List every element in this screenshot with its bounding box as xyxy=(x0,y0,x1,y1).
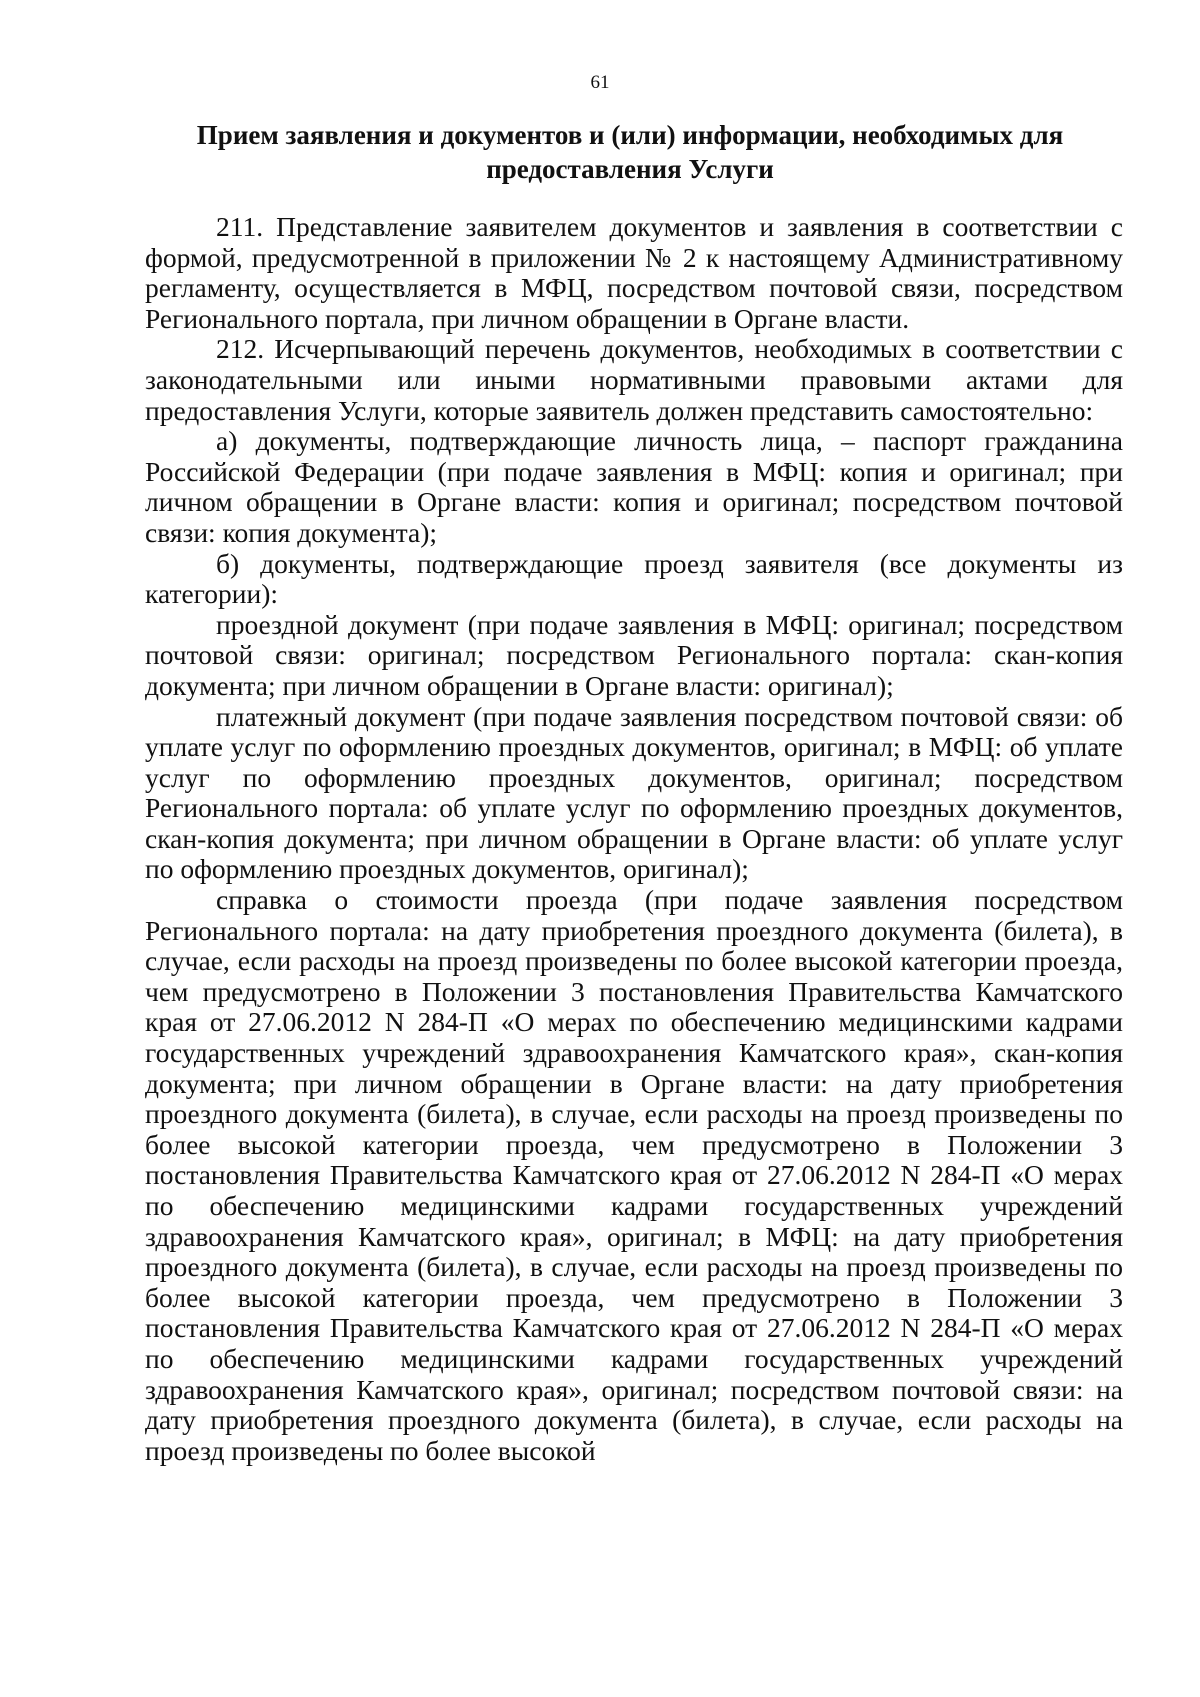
paragraph-payment-document: платежный документ (при подаче заявления посредством почтовой связи: об уплате услуг по оформлению проездных документов, оригинал; в МФЦ: об уплате услуг по оформлению проездных документов, оригинал; посредством Регионального портала: об уплате услуг по оформлению проездных документов, скан-копия документа; при личном обращении в Органе власти: об уплате услуг по оформлению проездных документов, оригинал); xyxy=(145,700,1123,885)
paragraph-item-b: б) документы, подтверждающие проезд заявителя (все документы из категории): xyxy=(145,547,1123,610)
body-text xyxy=(145,212,1123,1466)
paragraph-211: 211. Представление заявителем документов и заявления в соответствии с формой, предусмотренной в приложении № 2 к настоящему Административному регламенту, осуществляется в МФЦ, посредством почтовой связи, посредством Регионального портала, при личном обращении в Органе власти. xyxy=(145,211,1123,334)
page-number: 61 xyxy=(590,72,610,93)
paragraph-212: 212. Исчерпывающий перечень документов, необходимых в соответствии с законодательными или иными нормативными правовыми актами для предоставления Услуги, которые заявитель должен представить самостоятельно: xyxy=(145,333,1123,426)
section-heading-line-2: предоставления Услуги xyxy=(486,154,774,184)
section-heading xyxy=(160,118,1100,186)
paragraph-item-a: а) документы, подтверждающие личность лица, – паспорт гражданина Российской Федерации (при подаче заявления в МФЦ: копия и оригинал; при личном обращении в Органе власти: копия и оригинал; посредством почтовой связи: копия документа); xyxy=(145,425,1123,548)
section-heading-line-1: Прием заявления и документов и (или) информации, необходимых для xyxy=(196,120,1064,150)
paragraph-travel-document: проездной документ (при подаче заявления в МФЦ: оригинал; посредством почтовой связи: оригинал; посредством Регионального портала: скан-копия документа; при личном обращении в Органе власти: оригинал); xyxy=(145,608,1123,701)
paragraph-fare-certificate: справка о стоимости проезда (при подаче заявления посредством Регионального портала: на дату приобретения проездного документа (билета), в случае, если расходы на проезд произведены по более высокой категории проезда, чем предусмотрено в Положении 3 постановления Правительства Камчатского края от 27.06.2012 N 284-П «О мерах по обеспечению медицинскими кадрами государственных учреждений здравоохранения Камчатского края», скан-копия документа; при личном обращении в Органе власти: на дату приобретения проездного документа (билета), в случае, если расходы на проезд произведены по более высокой категории проезда, чем предусмотрено в Положении 3 постановления Правительства Камчатского края от 27.06.2012 N 284-П «О мерах по обеспечению медицинскими кадрами государственных учреждений здравоохранения Камчатского края», оригинал; в МФЦ: на дату приобретения проездного документа (билета), в случае, если расходы на проезд произведены по более высокой категории проезда, чем предусмотрено в Положении 3 постановления Правительства Камчатского края от 27.06.2012 N 284-П «О мерах по обеспечению медицинскими кадрами государственных учреждений здравоохранения Камчатского края», оригинал; посредством почтовой связи: на дату приобретения проездного документа (билета), в случае, если расходы на проезд произведены по более высокой xyxy=(145,884,1123,1466)
